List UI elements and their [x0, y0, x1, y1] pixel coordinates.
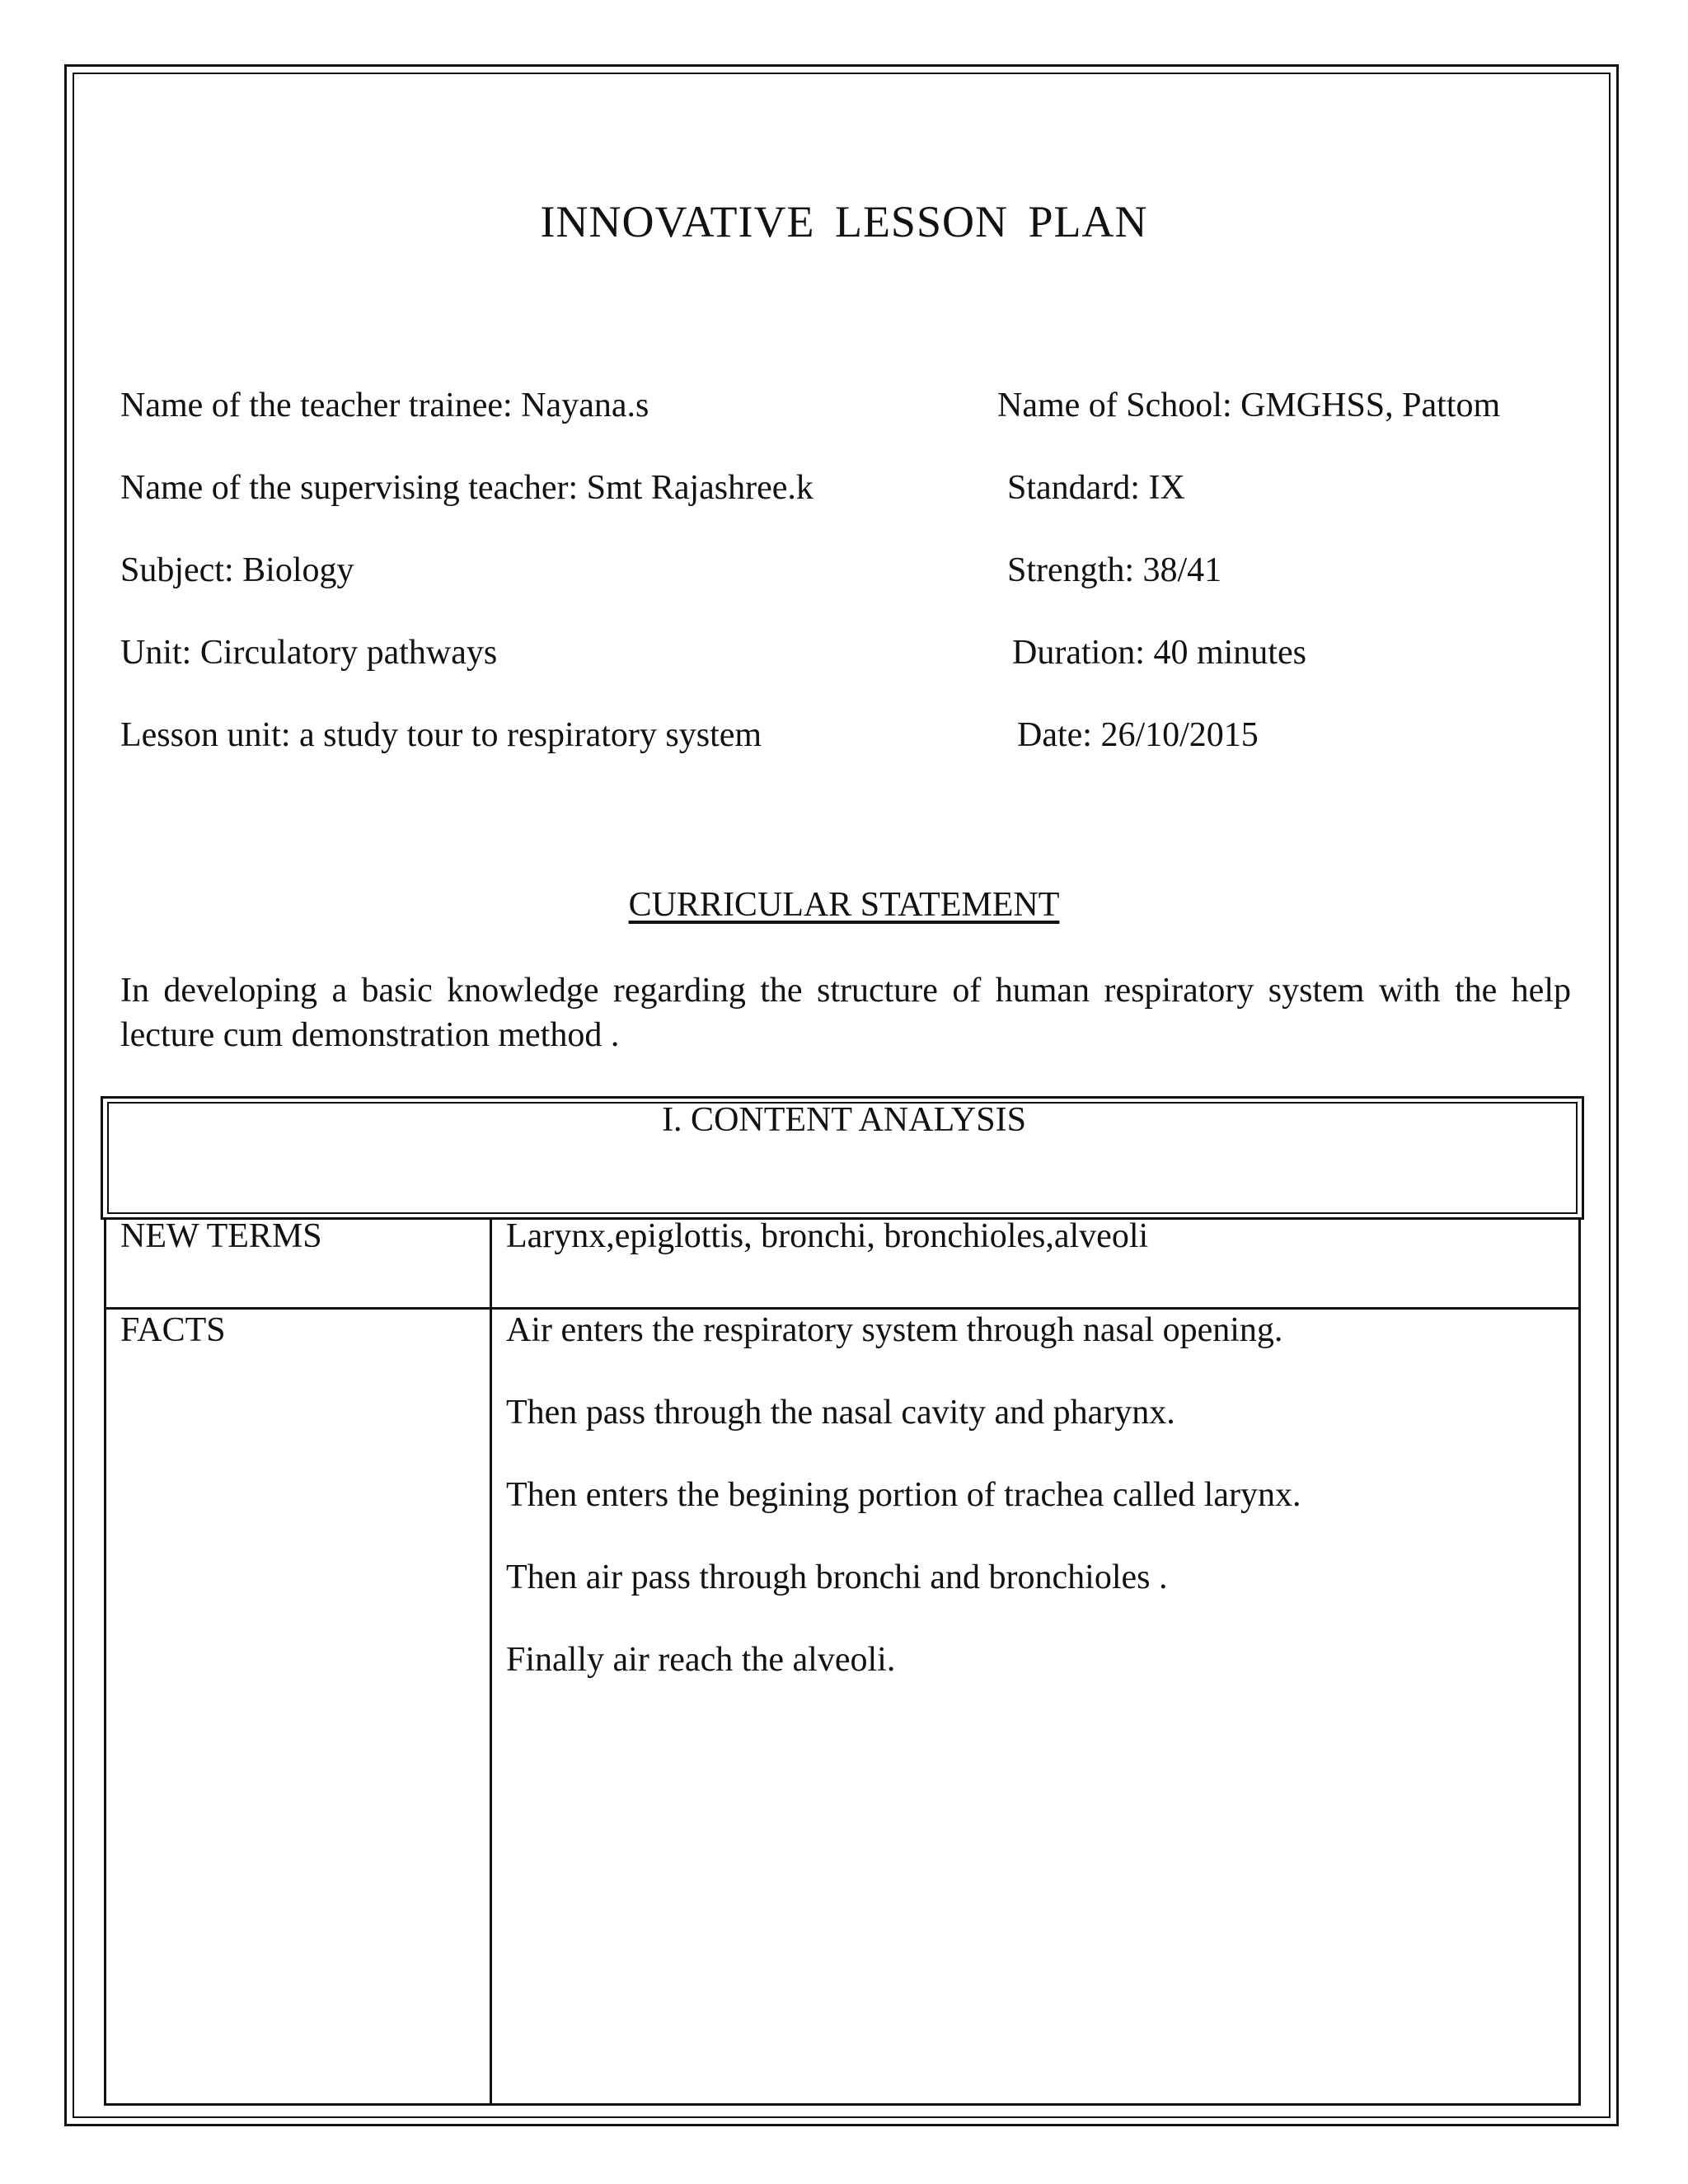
strength: Strength: 38/41: [1007, 551, 1222, 589]
curricular-statement: In developing a basic knowledge regarding the structure of human respiratory system with the help lecture cum demonstration method .: [120, 972, 1571, 1054]
lesson-unit: Lesson unit: a study tour to respiratory system: [120, 716, 762, 754]
table-row-divider: [104, 1307, 1581, 1310]
new-terms-label: NEW TERMS: [120, 1217, 322, 1255]
fact-line: Air enters the respiratory system through nasal opening.: [506, 1311, 1283, 1349]
date: Date: 26/10/2015: [1017, 716, 1259, 754]
curricular-heading: CURRICULAR STATEMENT: [628, 886, 1060, 924]
table-column-divider: [490, 1218, 492, 2106]
standard: Standard: IX: [1007, 469, 1185, 507]
unit: Unit: Circulatory pathways: [120, 634, 498, 672]
content-analysis-title: I. CONTENT ANALYSIS: [662, 1101, 1026, 1139]
new-terms-value: Larynx,epiglottis, bronchi, bronchioles,alveoli: [506, 1217, 1149, 1255]
supervising-teacher: Name of the supervising teacher: Smt Rajashree.k: [120, 469, 814, 507]
fact-line: Then air pass through bronchi and bronchioles .: [506, 1558, 1168, 1596]
facts-label: FACTS: [120, 1311, 226, 1349]
school-name: Name of School: GMGHSS, Pattom: [997, 387, 1501, 424]
fact-line: Finally air reach the alveoli.: [506, 1641, 896, 1679]
subject: Subject: Biology: [120, 551, 354, 589]
document-title: INNOVATIVE LESSON PLAN: [540, 197, 1148, 246]
fact-line: Then pass through the nasal cavity and pharynx.: [506, 1394, 1175, 1432]
duration: Duration: 40 minutes: [1012, 634, 1306, 672]
fact-line: Then enters the begining portion of trachea called larynx.: [506, 1476, 1301, 1514]
teacher-trainee: Name of the teacher trainee: Nayana.s: [120, 387, 649, 424]
